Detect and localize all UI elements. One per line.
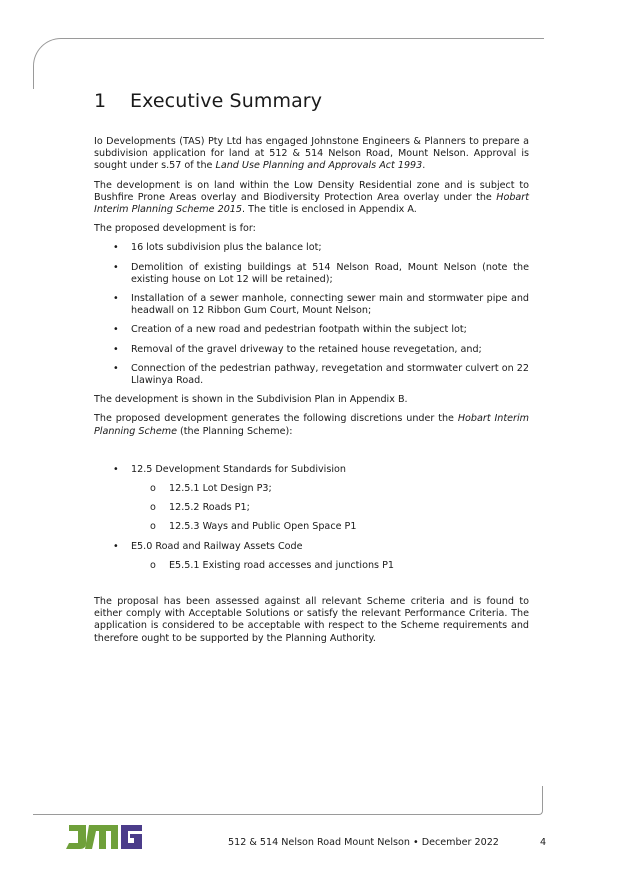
list-item-text: Creation of a new road and pedestrian footpath within the subject lot; (131, 324, 467, 336)
jmg-logo (66, 825, 142, 849)
list-item-text: 16 lots subdivision plus the balance lot; (131, 242, 322, 254)
intro-end: . (422, 160, 426, 172)
bullet-icon: • (113, 324, 119, 336)
page-frame-top (33, 38, 544, 89)
list-item-text: E5.0 Road and Railway Assets Code (131, 540, 303, 552)
list-item (94, 262, 529, 286)
list-item (94, 363, 529, 387)
sub-list-item-text: 12.5.3 Ways and Public Open Space P1 (169, 521, 357, 533)
intro-paragraph (94, 136, 529, 173)
list-item (94, 541, 529, 572)
list-item-text: Demolition of existing buildings at 514 Nelson Road, Mount Nelson (note the existing house on Lot 12 will be retained); (131, 261, 529, 285)
circle-bullet-icon: o (150, 483, 156, 495)
proposal-list (94, 242, 529, 387)
list-item (94, 242, 529, 254)
zoning-scheme-name: Hobart Interim Planning Scheme 2015 (94, 191, 529, 216)
list-item (94, 324, 529, 336)
zoning-paragraph (94, 180, 529, 217)
section-number: 1 (94, 90, 107, 112)
sub-list-item-text: E5.5.1 Existing road accesses and junctions P1 (169, 559, 394, 571)
list-item-text: Removal of the gravel driveway to the retained house revegetation, and; (131, 343, 482, 355)
list-item-text: 12.5 Development Standards for Subdivision (131, 463, 346, 475)
circle-bullet-icon: o (150, 502, 156, 514)
sub-list (131, 560, 529, 572)
circle-bullet-icon: o (150, 521, 156, 533)
sub-list-item (131, 560, 529, 572)
zoning-end: . The title is enclosed in Appendix A. (242, 204, 417, 216)
discretions-paragraph (94, 413, 529, 437)
bullet-icon: • (113, 293, 119, 305)
sub-list (131, 483, 529, 534)
sub-list-item (131, 502, 529, 514)
sub-list-item (131, 483, 529, 495)
proposal-intro: The proposed development is for: (94, 223, 256, 235)
plan-paragraph: The development is shown in the Subdivision Plan in Appendix B. (94, 394, 408, 406)
list-item-text: Connection of the pedestrian pathway, revegetation and stormwater culvert on 22 Llawinya Road. (131, 362, 529, 387)
bullet-icon: • (113, 343, 119, 355)
footer-text: 512 & 514 Nelson Road Mount Nelson • December 2022 (228, 837, 499, 848)
discretions-text: The proposed development generates the following discretions under the (94, 413, 458, 425)
intro-text: Io Developments (TAS) Pty Ltd has engaged Johnstone Engineers & Planners to prepare a subdivision application for land at 512 & 514 Nelson Road, Mount Nelson. Approval is sought under s.57 of the (94, 136, 529, 172)
bullet-icon: • (113, 242, 119, 254)
bullet-icon: • (113, 261, 119, 273)
discretions-scheme-name: Hobart Interim Planning Scheme (94, 413, 530, 437)
list-item (94, 344, 529, 356)
list-item (94, 464, 529, 534)
zoning-text: The development is on land within the Low Density Residential zone and is subject to Bushfire Prone Areas overlay and Biodiversity Protection Area overlay under the (94, 179, 529, 203)
page-number: 4 (540, 837, 547, 848)
bullet-icon: • (113, 463, 119, 475)
bullet-icon: • (113, 362, 119, 374)
page-frame-bottom (33, 786, 543, 815)
sub-list-item-text: 12.5.1 Lot Design P3; (169, 483, 272, 495)
conclusion-paragraph: The proposal has been assessed against all relevant Scheme criteria and is found to either comply with Acceptable Solutions or satisfy the relevant Performance Criteria. The application is considered to be acceptable with respect to the Scheme requirements and therefore ought to be supported by the Planning Authority. (94, 596, 529, 644)
section-heading (94, 90, 529, 112)
sub-list-item-text: 12.5.2 Roads P1; (169, 502, 250, 514)
document-body (94, 90, 529, 652)
discretions-list (94, 464, 529, 572)
discretions-end: (the Planning Scheme): (176, 425, 293, 437)
intro-act-name: Land Use Planning and Approvals Act 1993 (215, 160, 423, 172)
bullet-icon: • (113, 540, 119, 552)
list-item (94, 293, 529, 317)
circle-bullet-icon: o (150, 559, 156, 571)
section-title: Executive Summary (130, 90, 323, 112)
list-item-text: Installation of a sewer manhole, connecting sewer main and stormwater pipe and headwall on 12 Ribbon Gum Court, Mount Nelson; (131, 293, 529, 317)
sub-list-item (131, 521, 529, 533)
